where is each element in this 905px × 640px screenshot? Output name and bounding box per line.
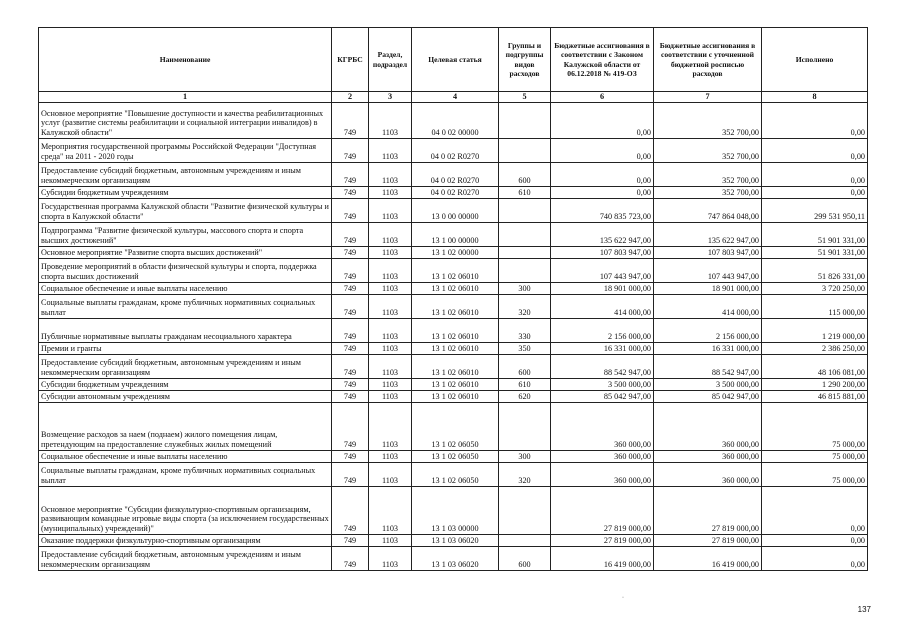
row-executed-amount: 0,00 [762,534,868,546]
col-number: 6 [551,92,654,103]
row-law-amount: 16 419 000,00 [551,546,654,570]
row-target: 13 1 02 00000 [412,246,499,258]
table-row [39,318,868,342]
row-executed-amount: 0,00 [762,162,868,186]
table-row [39,138,868,162]
row-group: 320 [499,294,551,318]
row-revised-amount: 107 803 947,00 [654,246,762,258]
col-number: 7 [654,92,762,103]
row-section: 1103 [369,450,412,462]
row-group [499,222,551,246]
table-row [39,354,868,378]
row-law-amount: 360 000,00 [551,402,654,450]
row-group: 600 [499,354,551,378]
row-kgrbs: 749 [332,354,369,378]
row-kgrbs: 749 [332,246,369,258]
row-revised-amount: 2 156 000,00 [654,318,762,342]
row-kgrbs: 749 [332,198,369,222]
row-revised-amount: 352 700,00 [654,162,762,186]
row-kgrbs: 749 [332,450,369,462]
row-executed-amount: 0,00 [762,486,868,534]
row-group [499,534,551,546]
row-executed-amount: 3 720 250,00 [762,282,868,294]
row-executed-amount: 51 826 331,00 [762,258,868,282]
row-target: 04 0 02 R0270 [412,138,499,162]
table-row [39,294,868,318]
column-number-row [39,92,868,103]
row-law-amount: 107 443 947,00 [551,258,654,282]
row-target: 13 1 02 06050 [412,462,499,486]
row-name: Предоставление субсидий бюджетным, автономным учреждениям и иным некоммерческим организациям [39,354,332,378]
row-revised-amount: 360 000,00 [654,462,762,486]
row-target: 13 0 00 00000 [412,198,499,222]
col-number: 2 [332,92,369,103]
row-target: 13 1 03 06020 [412,546,499,570]
col-number: 3 [369,92,412,103]
table-row [39,390,868,402]
row-kgrbs: 749 [332,462,369,486]
row-law-amount: 88 542 947,00 [551,354,654,378]
row-name: Публичные нормативные выплаты гражданам несоциального характера [39,318,332,342]
header-revised: Бюджетные ассигнования в соответствии с уточненной бюджетной росписью расходов [654,28,762,92]
row-name: Основное мероприятие "Развитие спорта высших достижений" [39,246,332,258]
row-section: 1103 [369,246,412,258]
row-revised-amount: 88 542 947,00 [654,354,762,378]
row-executed-amount: 1 290 200,00 [762,378,868,390]
row-section: 1103 [369,102,412,138]
row-executed-amount: 0,00 [762,186,868,198]
table-row [39,246,868,258]
row-kgrbs: 749 [332,186,369,198]
row-name: Мероприятия государственной программы Российской Федерации "Доступная среда" на 2011 - 2020 годы [39,138,332,162]
row-name: Субсидии бюджетным учреждениям [39,378,332,390]
header-section: Раздел, подраздел [369,28,412,92]
row-executed-amount: 299 531 950,11 [762,198,868,222]
row-group [499,402,551,450]
row-section: 1103 [369,258,412,282]
row-executed-amount: 1 219 000,00 [762,318,868,342]
row-kgrbs: 749 [332,390,369,402]
row-law-amount: 740 835 723,00 [551,198,654,222]
row-executed-amount: 0,00 [762,102,868,138]
header-row [39,28,868,92]
col-number: 5 [499,92,551,103]
row-executed-amount: 51 901 331,00 [762,246,868,258]
row-group [499,198,551,222]
row-group [499,258,551,282]
row-executed-amount: 48 106 081,00 [762,354,868,378]
row-name: Основное мероприятие "Субсидии физкультурно-спортивным организациям, развивающим командные игровые виды спорта (за исключением государственных (муниципальных) учреждений)" [39,486,332,534]
row-kgrbs: 749 [332,294,369,318]
row-target: 13 1 02 06010 [412,390,499,402]
row-section: 1103 [369,486,412,534]
table-row [39,342,868,354]
row-section: 1103 [369,198,412,222]
row-target: 13 1 02 06010 [412,378,499,390]
col-number: 4 [412,92,499,103]
row-kgrbs: 749 [332,258,369,282]
row-section: 1103 [369,318,412,342]
row-revised-amount: 360 000,00 [654,402,762,450]
row-executed-amount: 2 386 250,00 [762,342,868,354]
col-number: 8 [762,92,868,103]
row-revised-amount: 27 819 000,00 [654,534,762,546]
row-section: 1103 [369,282,412,294]
row-section: 1103 [369,294,412,318]
row-law-amount: 0,00 [551,186,654,198]
row-kgrbs: 749 [332,342,369,354]
row-group: 620 [499,390,551,402]
budget-table [38,27,868,571]
row-revised-amount: 747 864 048,00 [654,198,762,222]
row-section: 1103 [369,534,412,546]
row-target: 13 1 02 06010 [412,354,499,378]
row-group: 600 [499,546,551,570]
row-name: Возмещение расходов за наем (поднаем) жилого помещения лицам, претендующим на предоставление служебных жилых помещений [39,402,332,450]
row-name: Проведение мероприятий в области физической культуры и спорта, поддержка спорта высших достижений [39,258,332,282]
row-group: 610 [499,186,551,198]
row-kgrbs: 749 [332,102,369,138]
row-law-amount: 0,00 [551,162,654,186]
row-group: 300 [499,282,551,294]
row-revised-amount: 16 331 000,00 [654,342,762,354]
table-row [39,546,868,570]
header-target: Целевая статья [412,28,499,92]
row-law-amount: 360 000,00 [551,462,654,486]
row-name: Социальные выплаты гражданам, кроме публичных нормативных социальных выплат [39,294,332,318]
row-group: 350 [499,342,551,354]
row-name: Социальное обеспечение и иные выплаты населению [39,282,332,294]
row-section: 1103 [369,342,412,354]
row-section: 1103 [369,378,412,390]
row-name: Государственная программа Калужской области "Развитие физической культуры и спорта в Калужской области" [39,198,332,222]
row-target: 04 0 02 R0270 [412,162,499,186]
row-executed-amount: 75 000,00 [762,402,868,450]
row-revised-amount: 352 700,00 [654,186,762,198]
row-name: Социальное обеспечение и иные выплаты населению [39,450,332,462]
row-section: 1103 [369,162,412,186]
row-kgrbs: 749 [332,222,369,246]
row-section: 1103 [369,186,412,198]
header-law: Бюджетные ассигнования в соответствии с Законом Калужской области от 06.12.2018 № 419-ОЗ [551,28,654,92]
row-executed-amount: 75 000,00 [762,450,868,462]
row-executed-amount: 75 000,00 [762,462,868,486]
row-revised-amount: 135 622 947,00 [654,222,762,246]
row-target: 13 1 02 06050 [412,402,499,450]
row-group [499,138,551,162]
row-name: Субсидии бюджетным учреждениям [39,186,332,198]
row-executed-amount: 0,00 [762,546,868,570]
row-group: 320 [499,462,551,486]
row-name: Подпрограмма "Развитие физической культуры, массового спорта и спорта высших достижений" [39,222,332,246]
row-revised-amount: 414 000,00 [654,294,762,318]
row-kgrbs: 749 [332,318,369,342]
row-group: 300 [499,450,551,462]
row-law-amount: 135 622 947,00 [551,222,654,246]
table-row [39,282,868,294]
row-name: Оказание поддержки физкультурно-спортивным организациям [39,534,332,546]
row-group: 600 [499,162,551,186]
page-number: 137 [857,605,871,614]
header-kgrbs: КГРБС [332,28,369,92]
row-section: 1103 [369,546,412,570]
row-kgrbs: 749 [332,162,369,186]
row-executed-amount: 115 000,00 [762,294,868,318]
row-name: Предоставление субсидий бюджетным, автономным учреждениям и иным некоммерческим организациям [39,162,332,186]
row-revised-amount: 3 500 000,00 [654,378,762,390]
row-group: 610 [499,378,551,390]
row-name: Предоставление субсидий бюджетным, автономным учреждениям и иным некоммерческим организациям [39,546,332,570]
table-body [39,102,868,570]
row-revised-amount: 18 901 000,00 [654,282,762,294]
header-name: Наименование [39,28,332,92]
header-groups: Группы и подгруппы видов расходов [499,28,551,92]
row-kgrbs: 749 [332,282,369,294]
row-law-amount: 0,00 [551,138,654,162]
row-kgrbs: 749 [332,534,369,546]
row-section: 1103 [369,354,412,378]
stray-mark: · [622,595,624,601]
row-name: Основное мероприятие "Повышение доступности и качества реабилитационных услуг (развитие системы реабилитации и социальной интеграции инвалидов) в Калужской области" [39,102,332,138]
row-law-amount: 85 042 947,00 [551,390,654,402]
table-row [39,162,868,186]
row-target: 13 1 02 06010 [412,318,499,342]
table-row [39,258,868,282]
row-group [499,486,551,534]
row-target: 13 1 02 06010 [412,294,499,318]
table-row [39,450,868,462]
row-law-amount: 0,00 [551,102,654,138]
row-group [499,246,551,258]
row-target: 13 1 03 06020 [412,534,499,546]
row-section: 1103 [369,390,412,402]
row-law-amount: 2 156 000,00 [551,318,654,342]
table-row [39,102,868,138]
row-law-amount: 3 500 000,00 [551,378,654,390]
row-revised-amount: 107 443 947,00 [654,258,762,282]
header-executed: Исполнено [762,28,868,92]
row-name: Субсидии автономным учреждениям [39,390,332,402]
row-name: Премии и гранты [39,342,332,354]
row-target: 04 0 02 00000 [412,102,499,138]
row-law-amount: 360 000,00 [551,450,654,462]
row-executed-amount: 46 815 881,00 [762,390,868,402]
row-revised-amount: 352 700,00 [654,138,762,162]
row-target: 04 0 02 R0270 [412,186,499,198]
table-row [39,378,868,390]
row-kgrbs: 749 [332,546,369,570]
row-kgrbs: 749 [332,486,369,534]
row-law-amount: 27 819 000,00 [551,534,654,546]
row-target: 13 1 02 06010 [412,342,499,354]
row-target: 13 1 02 06010 [412,258,499,282]
row-revised-amount: 360 000,00 [654,450,762,462]
row-law-amount: 414 000,00 [551,294,654,318]
row-law-amount: 16 331 000,00 [551,342,654,354]
table-row [39,534,868,546]
row-target: 13 1 00 00000 [412,222,499,246]
table-row [39,402,868,450]
row-section: 1103 [369,222,412,246]
row-target: 13 1 02 06010 [412,282,499,294]
row-target: 13 1 03 00000 [412,486,499,534]
row-kgrbs: 749 [332,378,369,390]
table-row [39,486,868,534]
table-row [39,186,868,198]
row-kgrbs: 749 [332,402,369,450]
row-law-amount: 18 901 000,00 [551,282,654,294]
table-row [39,198,868,222]
row-section: 1103 [369,462,412,486]
row-revised-amount: 27 819 000,00 [654,486,762,534]
row-section: 1103 [369,138,412,162]
row-law-amount: 27 819 000,00 [551,486,654,534]
row-revised-amount: 85 042 947,00 [654,390,762,402]
row-kgrbs: 749 [332,138,369,162]
row-group: 330 [499,318,551,342]
col-number: 1 [39,92,332,103]
row-target: 13 1 02 06050 [412,450,499,462]
table-row [39,222,868,246]
row-section: 1103 [369,402,412,450]
row-revised-amount: 352 700,00 [654,102,762,138]
row-executed-amount: 0,00 [762,138,868,162]
row-executed-amount: 51 901 331,00 [762,222,868,246]
row-law-amount: 107 803 947,00 [551,246,654,258]
row-revised-amount: 16 419 000,00 [654,546,762,570]
row-name: Социальные выплаты гражданам, кроме публичных нормативных социальных выплат [39,462,332,486]
row-group [499,102,551,138]
table-row [39,462,868,486]
